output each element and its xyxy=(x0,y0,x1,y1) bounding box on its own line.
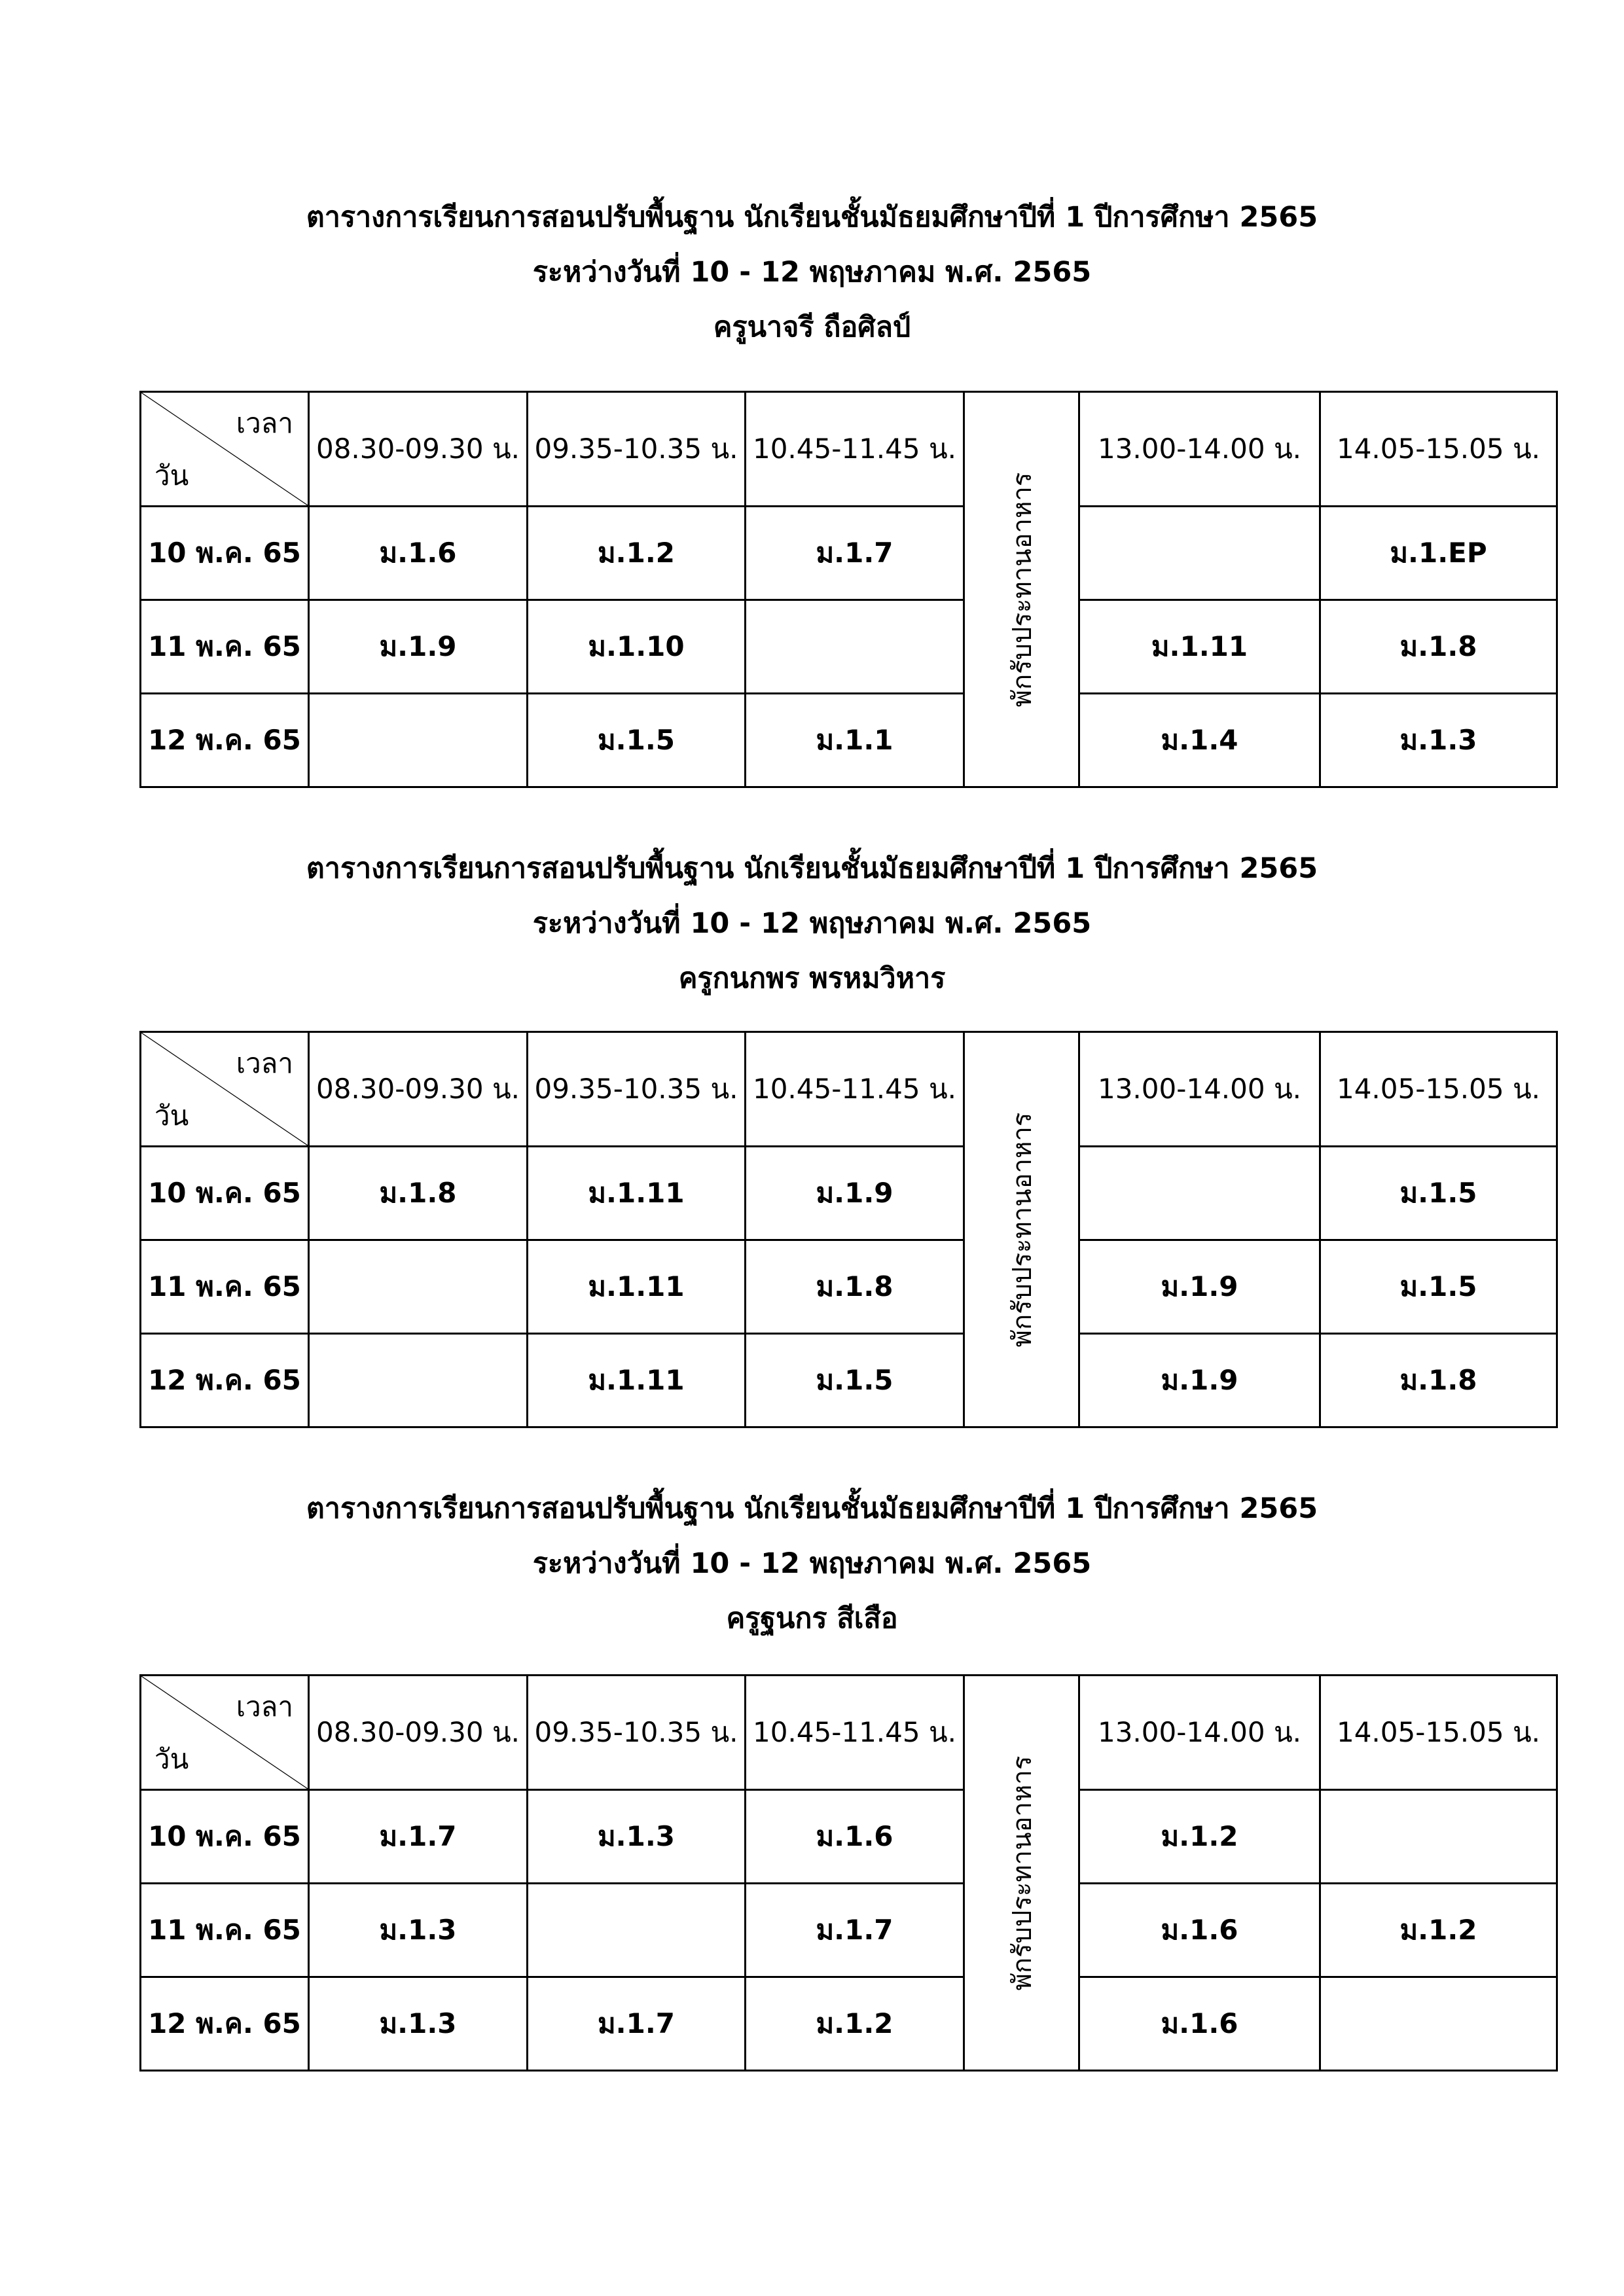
class-cell: ม.1.3 xyxy=(309,1977,528,2071)
class-cell: ม.1.6 xyxy=(309,507,528,600)
day-cell: 12 พ.ค. 65 xyxy=(141,1977,309,2071)
class-cell: ม.1.4 xyxy=(1079,694,1320,787)
class-cell: ม.1.1 xyxy=(746,694,964,787)
lunch-break-label: พักรับประทานอาหาร xyxy=(1007,1755,1038,1990)
corner-time-label: เวลา xyxy=(236,407,293,439)
schedule-date-range: ระหว่างวันที่ 10 - 12 พฤษภาคม พ.ศ. 2565 xyxy=(532,1547,1092,1580)
lunch-break-cell xyxy=(964,1676,1079,2071)
lunch-break-cell xyxy=(964,392,1079,787)
corner-time-label: เวลา xyxy=(236,1691,293,1723)
class-cell: ม.1.9 xyxy=(1079,1334,1320,1427)
class-cell: ม.1.10 xyxy=(528,600,746,694)
class-cell: ม.1.5 xyxy=(528,694,746,787)
period-header: 09.35-10.35 น. xyxy=(528,1032,746,1147)
class-cell: ม.1.5 xyxy=(746,1334,964,1427)
schedule-date-range: ระหว่างวันที่ 10 - 12 พฤษภาคม พ.ศ. 2565 xyxy=(532,256,1092,289)
class-cell: ม.1.EP xyxy=(1320,507,1557,600)
class-cell: ม.1.2 xyxy=(1079,1790,1320,1884)
class-cell: ม.1.9 xyxy=(1079,1240,1320,1334)
header-row xyxy=(141,1676,1557,1790)
class-cell: ม.1.7 xyxy=(746,1884,964,1977)
class-cell xyxy=(746,600,964,694)
period-header: 10.45-11.45 น. xyxy=(746,1676,964,1790)
table-row xyxy=(141,1147,1557,1240)
table-row xyxy=(141,507,1557,600)
lunch-break-label: พักรับประทานอาหาร xyxy=(1007,472,1038,707)
class-cell xyxy=(528,1884,746,1977)
class-cell xyxy=(1079,507,1320,600)
class-cell: ม.1.2 xyxy=(528,507,746,600)
table-row xyxy=(141,1240,1557,1334)
table-row xyxy=(141,1977,1557,2071)
day-cell: 10 พ.ค. 65 xyxy=(141,1790,309,1884)
day-cell: 12 พ.ค. 65 xyxy=(141,1334,309,1427)
corner-day-label: วัน xyxy=(154,1100,189,1132)
period-header: 09.35-10.35 น. xyxy=(528,392,746,507)
class-cell: ม.1.7 xyxy=(309,1790,528,1884)
header-row xyxy=(141,392,1557,507)
schedule-title: ตารางการเรียนการสอนปรับพื้นฐาน นักเรียนชั้นมัธยมศึกษาปีที่ 1 ปีการศึกษา 2565 xyxy=(306,852,1318,885)
class-cell xyxy=(1320,1977,1557,2071)
class-cell: ม.1.3 xyxy=(309,1884,528,1977)
day-cell: 10 พ.ค. 65 xyxy=(141,507,309,600)
class-cell: ม.1.2 xyxy=(746,1977,964,2071)
day-cell: 11 พ.ค. 65 xyxy=(141,600,309,694)
class-cell: ม.1.5 xyxy=(1320,1240,1557,1334)
corner-cell xyxy=(141,1032,309,1147)
table-row xyxy=(141,600,1557,694)
corner-day-label: วัน xyxy=(154,1743,189,1775)
class-cell xyxy=(309,694,528,787)
table-row xyxy=(141,694,1557,787)
period-header: 13.00-14.00 น. xyxy=(1079,1032,1320,1147)
day-cell: 10 พ.ค. 65 xyxy=(141,1147,309,1240)
period-header: 10.45-11.45 น. xyxy=(746,1032,964,1147)
class-cell: ม.1.3 xyxy=(528,1790,746,1884)
class-cell: ม.1.9 xyxy=(746,1147,964,1240)
corner-cell xyxy=(141,392,309,507)
class-cell: ม.1.2 xyxy=(1320,1884,1557,1977)
day-cell: 12 พ.ค. 65 xyxy=(141,694,309,787)
period-header: 08.30-09.30 น. xyxy=(309,1032,528,1147)
class-cell: ม.1.8 xyxy=(746,1240,964,1334)
class-cell: ม.1.6 xyxy=(1079,1884,1320,1977)
header-row xyxy=(141,1032,1557,1147)
corner-time-label: เวลา xyxy=(236,1047,293,1079)
class-cell: ม.1.11 xyxy=(528,1147,746,1240)
class-cell xyxy=(309,1240,528,1334)
corner-cell xyxy=(141,1676,309,1790)
period-header: 08.30-09.30 น. xyxy=(309,1676,528,1790)
teacher-name: ครูฐนกร สีเสือ xyxy=(726,1602,898,1635)
period-header: 14.05-15.05 น. xyxy=(1320,1032,1557,1147)
schedule-table xyxy=(139,1674,1558,2072)
class-cell: ม.1.5 xyxy=(1320,1147,1557,1240)
class-cell: ม.1.8 xyxy=(1320,600,1557,694)
schedule-title: ตารางการเรียนการสอนปรับพื้นฐาน นักเรียนชั้นมัธยมศึกษาปีที่ 1 ปีการศึกษา 2565 xyxy=(306,1492,1318,1525)
period-header: 13.00-14.00 น. xyxy=(1079,1676,1320,1790)
teacher-name: ครูกนกพร พรหมวิหาร xyxy=(678,962,946,995)
class-cell: ม.1.6 xyxy=(746,1790,964,1884)
period-header: 14.05-15.05 น. xyxy=(1320,1676,1557,1790)
schedule-date-range: ระหว่างวันที่ 10 - 12 พฤษภาคม พ.ศ. 2565 xyxy=(532,907,1092,940)
period-header: 08.30-09.30 น. xyxy=(309,392,528,507)
teacher-name: ครูนาจรี ถือศิลป์ xyxy=(713,311,911,344)
class-cell: ม.1.9 xyxy=(309,600,528,694)
class-cell: ม.1.8 xyxy=(309,1147,528,1240)
schedule-section-2 xyxy=(0,841,1624,1396)
schedule-table xyxy=(139,391,1558,788)
class-cell: ม.1.6 xyxy=(1079,1977,1320,2071)
schedule-section-1 xyxy=(0,190,1624,756)
lunch-break-cell xyxy=(964,1032,1079,1427)
lunch-break-label: พักรับประทานอาหาร xyxy=(1007,1112,1038,1347)
class-cell: ม.1.3 xyxy=(1320,694,1557,787)
class-cell: ม.1.11 xyxy=(1079,600,1320,694)
class-cell xyxy=(1079,1147,1320,1240)
class-cell xyxy=(309,1334,528,1427)
class-cell: ม.1.7 xyxy=(746,507,964,600)
corner-day-label: วัน xyxy=(154,459,189,492)
class-cell: ม.1.11 xyxy=(528,1334,746,1427)
table-row xyxy=(141,1334,1557,1427)
table-row xyxy=(141,1884,1557,1977)
table-row xyxy=(141,1790,1557,1884)
class-cell: ม.1.7 xyxy=(528,1977,746,2071)
period-header: 13.00-14.00 น. xyxy=(1079,392,1320,507)
period-header: 10.45-11.45 น. xyxy=(746,392,964,507)
period-header: 09.35-10.35 น. xyxy=(528,1676,746,1790)
period-header: 14.05-15.05 น. xyxy=(1320,392,1557,507)
schedule-title: ตารางการเรียนการสอนปรับพื้นฐาน นักเรียนชั้นมัธยมศึกษาปีที่ 1 ปีการศึกษา 2565 xyxy=(306,201,1318,234)
schedule-table xyxy=(139,1031,1558,1428)
class-cell xyxy=(1320,1790,1557,1884)
day-cell: 11 พ.ค. 65 xyxy=(141,1884,309,1977)
class-cell: ม.1.11 xyxy=(528,1240,746,1334)
schedule-section-3 xyxy=(0,1481,1624,2039)
class-cell: ม.1.8 xyxy=(1320,1334,1557,1427)
day-cell: 11 พ.ค. 65 xyxy=(141,1240,309,1334)
